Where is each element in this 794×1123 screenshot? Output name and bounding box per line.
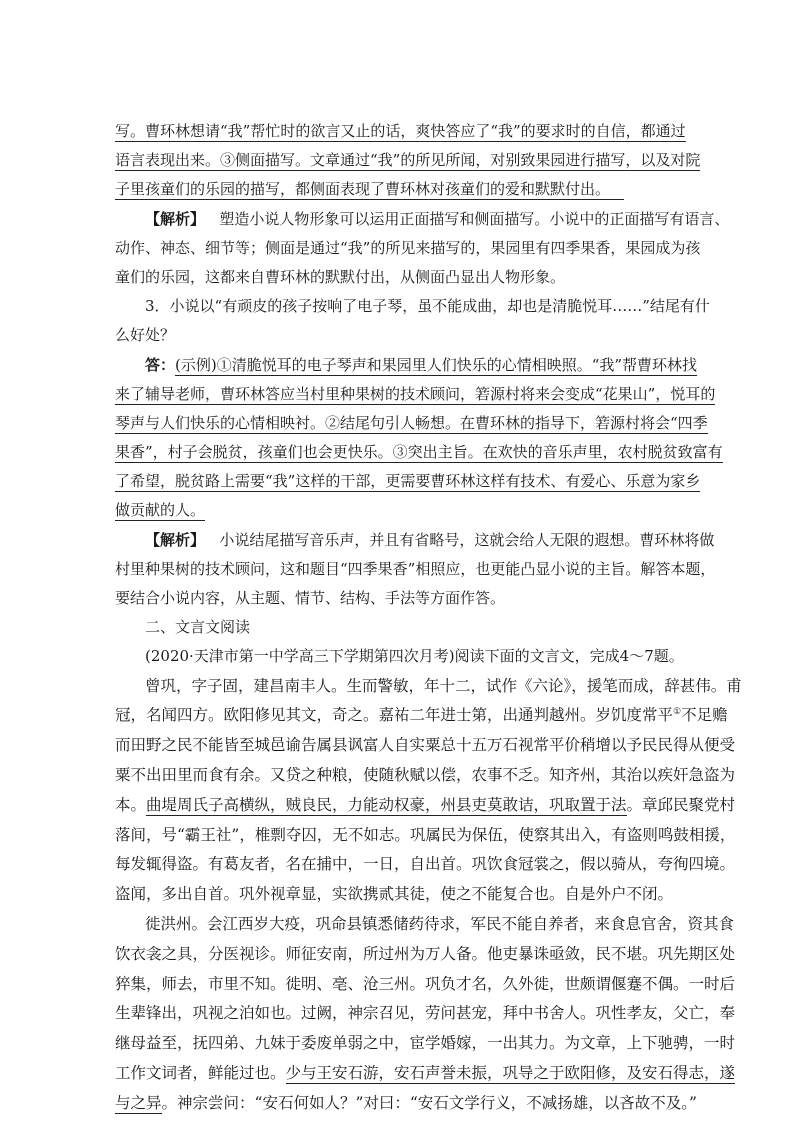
question-text: 么好处？ — [115, 326, 176, 345]
passage-line — [115, 701, 728, 731]
underlined-sentence: 少与王安石游，安石声誉未振，巩导之于欧阳修，及安石得志，遂 — [285, 1063, 736, 1082]
passage-line — [115, 1089, 697, 1119]
answer-3-line — [115, 409, 708, 438]
answer-text: 了希望，脱贫路上需要“我”这样的干部，更需要曹环林这样有技术、有爱心、乐意为家乡 — [115, 472, 701, 491]
passage-line — [115, 1029, 736, 1059]
answer-3-line — [115, 467, 701, 496]
passage-line — [115, 821, 736, 851]
answer-text: 来了辅导老师，曹环林答应当村里种果树的技术顾问，箬源村将来会变成“花果山”，悦耳的 — [115, 384, 716, 403]
passage-text: 徙洪州。会江西岁大疫，巩命县镇悉储药待求，军民不能自养者，来食息官舍，资其食 — [145, 914, 735, 933]
answer-3-line — [115, 438, 723, 467]
underlined-sentence: 与之异 — [115, 1093, 162, 1112]
passage-line — [115, 940, 736, 970]
analysis-text: 小说结尾描写音乐声，并且有省略号，这就会给人无限的遐想。曹环林将做 — [219, 530, 715, 549]
passage-line — [115, 791, 736, 821]
answer-3-line — [115, 496, 680, 525]
analysis-tag: 【解析】 — [145, 530, 206, 549]
footnote-marker: ① — [673, 707, 682, 718]
passage-line — [115, 970, 736, 1000]
passage-text: 本。 — [115, 795, 147, 814]
passage-text: 饮衣衾之具，分医视诊。师征安南，所过州为万人备。他吏暴诛亟敛，民不堪。巩先期区处 — [115, 944, 736, 963]
passage-line — [115, 731, 736, 761]
section-heading — [115, 613, 680, 642]
passage-text: 继母益至，抚四弟、九妹于委废单弱之中，宦学婚嫁，一出其力。为文章，上下驰骋，一时 — [115, 1034, 736, 1053]
analysis-tag: 【解析】 — [145, 209, 206, 228]
question-text: 3．小说以“有顽皮的孩子按响了电子琴，虽不能成曲，却也是清脆悦耳……”结尾有什 — [145, 297, 710, 316]
answer-text: 果香”，村子会脱贫，孩童们也会更快乐。③突出主旨。在欢快的音乐声里，农村脱贫致富有 — [115, 443, 723, 462]
analysis-text: 村里种果树的技术顾问，这和题目“四季果香”相照应，也更能凸显小说的主旨。解答本题， — [115, 559, 716, 578]
answer-text: 做贡献的人。 — [115, 501, 206, 520]
answer-text: 琴声与人们快乐的心情相映衬。②结尾句引人畅想。在曹环林的指导下，箬源村将会“四季 — [115, 413, 708, 432]
passage-source-text: (2020·天津市第一中学高三下学期第四次月考)阅读下面的文言文，完成4～7题。 — [145, 647, 684, 666]
passage-source — [115, 642, 684, 671]
question-3-line — [115, 292, 710, 321]
answer-3-line — [115, 380, 716, 409]
underlined-sentence: 曲堤周氏子高横纵，贼良民，力能动权豪，州县吏莫敢诘，巩取置于法 — [146, 795, 627, 814]
passage-text: 而田野之民不能皆至城邑谕告属县讽富人自实粟总十五万石视常平价稍增以予民民得从便受 — [115, 736, 736, 755]
analysis-text: 要结合小说内容，从主题、情节、结构、手法等方面作答。 — [115, 589, 506, 607]
analysis-3-line — [115, 526, 715, 555]
passage-line — [115, 999, 736, 1029]
answer-2-line — [115, 146, 701, 175]
answer-text: 子里孩童们的乐园的描写，都侧面表现了曹环林对孩童们的爱和默默付出。 — [115, 180, 611, 199]
section-heading-text: 二、文言文阅读 — [145, 618, 251, 637]
analysis-text: 塑造小说人物形象可以运用正面描写和侧面描写。小说中的正面描写有语言、 — [219, 209, 730, 228]
passage-text: 曾巩，字子固，建昌南丰人。生而警敏，年十二，试作《六论》，援笔而成，辞甚伟。甫 — [145, 676, 742, 695]
analysis-3-line — [115, 555, 716, 584]
passage-text: 。章邱民聚党村 — [626, 795, 736, 814]
passage-text: 不足赡 — [681, 706, 728, 725]
passage-text: 落间，号“霸王社”，椎剽夺囚，无不如志。巩属民为保伍，使察其出入，有盗则鸣鼓相援， — [115, 825, 736, 844]
passage-text: 盗闻，多出自首。巩外视章显，实欲携贰其徒，使之不能复合也。自是外户不闭。 — [115, 885, 674, 904]
analysis-2-line — [115, 234, 701, 263]
passage-line — [115, 910, 735, 940]
passage-line — [115, 672, 742, 702]
passage-text: 生辈锋出，巩视之泊如也。过阙，神宗召见，劳问甚宠，拜中书舍人。巩性孝友，父亡，奉 — [115, 1004, 736, 1023]
analysis-text: 童们的乐园，这都来自曹环林的默默付出，从侧面凸显出人物形象。 — [115, 267, 566, 286]
passage-text: 粟不出田里而食有余。又贷之种粮，使随秋赋以偿，农事不乏。知齐州，其治以疾奸急盗为 — [115, 765, 736, 784]
passage-line — [115, 1059, 736, 1089]
answer-text: 语言表现出来。③侧面描写。文章通过“我”的所见所闻，对别致果园进行描写，以及对院 — [115, 151, 701, 170]
passage-line — [115, 850, 736, 880]
passage-text: 工作文词者，鲜能过也。 — [115, 1063, 286, 1082]
answer-2-line — [115, 117, 686, 146]
answer-2-line — [115, 175, 680, 204]
question-3-line — [115, 321, 680, 350]
analysis-3-line — [115, 584, 680, 613]
passage-line — [115, 880, 680, 910]
passage-text: 。神宗尝问：“安石何如人？”对曰：“安石文学行义，不减扬雄，以吝故不及。” — [161, 1093, 697, 1112]
passage-text: 冠，名闻四方。欧阳修见其文，奇之。嘉祐二年进士第，出通判越州。岁饥度常平 — [115, 706, 674, 725]
analysis-2-line — [115, 205, 730, 234]
answer-prefix: 答： — [145, 355, 176, 374]
answer-3-line — [115, 351, 698, 380]
analysis-text: 动作、神态、细节等；侧面是通过“我”的所见来描写的，果园里有四季果香，果园成为孩 — [115, 238, 701, 257]
document-page — [115, 117, 742, 1119]
passage-text: 每发辄得盗。有葛友者，名在捕中，一日，自出首。巩饮食冠裳之，假以骑从，夸徇四境。 — [115, 855, 736, 874]
passage-text: 猝集，师去，市里不知。徙明、亳、沧三州。巩负才名，久外徙，世颇谓偃蹇不偶。一时后 — [115, 974, 736, 993]
passage-line — [115, 761, 736, 791]
answer-underline-tail — [610, 180, 624, 200]
classical-passage — [115, 672, 742, 1119]
answer-text: (示例)①清脆悦耳的电子琴声和果园里人们快乐的心情相映照。“我”帮曹环林找 — [175, 355, 698, 374]
analysis-2-line — [115, 263, 680, 292]
answer-text: 写。曹环林想请“我”帮忙时的欲言又止的话，爽快答应了“我”的要求时的自信，都通过 — [115, 122, 686, 140]
